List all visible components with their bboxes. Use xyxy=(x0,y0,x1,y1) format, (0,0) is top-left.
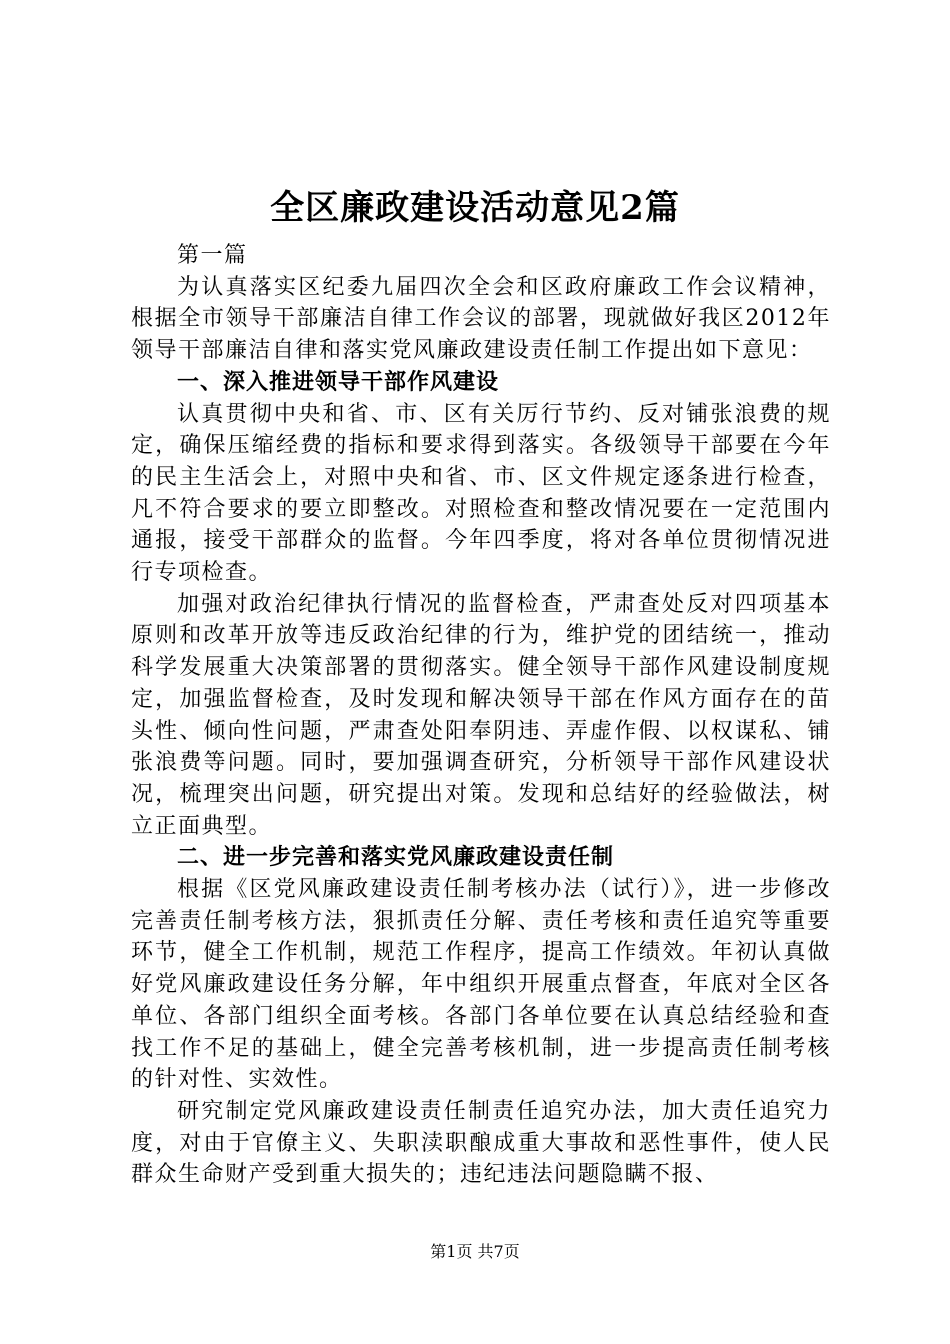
heading-section-2: 二、进一步完善和落实党风廉政建设责任制 xyxy=(177,845,615,871)
paragraph-intro: 为认真落实区纪委九届四次全会和区政府廉政工作会议精神，根据全市领导干部廉洁自律工作会议的部署，现就做好我区2012年领导干部廉洁自律和落实党风廉政建设责任制工作提出如下意见： xyxy=(131,274,831,364)
heading-section-1: 一、深入推进领导干部作风建设 xyxy=(177,369,500,395)
paragraph-3: 根据《区党风廉政建设责任制考核办法（试行）》，进一步修改完善责任制考核方法，狠抓责任分解、责任考核和责任追究等重要环节，健全工作机制，规范工作程序，提高工作绩效。年初认真做好党风廉政建设任务分解，年中组织开展重点督查，年底对全区各单位、各部门组织全面考核。各部门各单位要在认真总结经验和查找工作不足的基础上，健全完善考核机制，进一步提高责任制考核的针对性、实效性。 xyxy=(131,877,831,1093)
paragraph-1: 认真贯彻中央和省、市、区有关厉行节约、反对铺张浪费的规定，确保压缩经费的指标和要求得到落实。各级领导干部要在今年的民主生活会上，对照中央和省、市、区文件规定逐条进行检查，凡不符合要求的要立即整改。对照检查和整改情况要在一定范围内通报，接受干部群众的监督。今年四季度，将对各单位贯彻情况进行专项检查。 xyxy=(131,401,831,586)
document-title: 全区廉政建设活动意见2篇 xyxy=(270,188,680,228)
paragraph-2: 加强对政治纪律执行情况的监督检查，严肃查处反对四项基本原则和改革开放等违反政治纪律的行为，维护党的团结统一，推动科学发展重大决策部署的贯彻落实。健全领导干部作风建设制度规定，加强监督检查，及时发现和解决领导干部在作风方面存在的苗头性、倾向性问题，严肃查处阳奉阴违、弄虚作假、以权谋私、铺张浪费等问题。同时，要加强调查研究，分析领导干部作风建设状况，梳理突出问题，研究提出对策。发现和总结好的经验做法，树立正面典型。 xyxy=(131,591,831,839)
document-body xyxy=(131,240,831,1191)
page-footer: 第1页 共7页 xyxy=(430,1242,520,1261)
paragraph-4: 研究制定党风廉政建设责任制责任追究办法，加大责任追究力度，对由于官僚主义、失职渎职酿成重大事故和恶性事件，使人民群众生命财产受到重大损失的；违纪违法问题隐瞒不报、 xyxy=(131,1098,831,1188)
section-label: 第一篇 xyxy=(177,243,248,268)
